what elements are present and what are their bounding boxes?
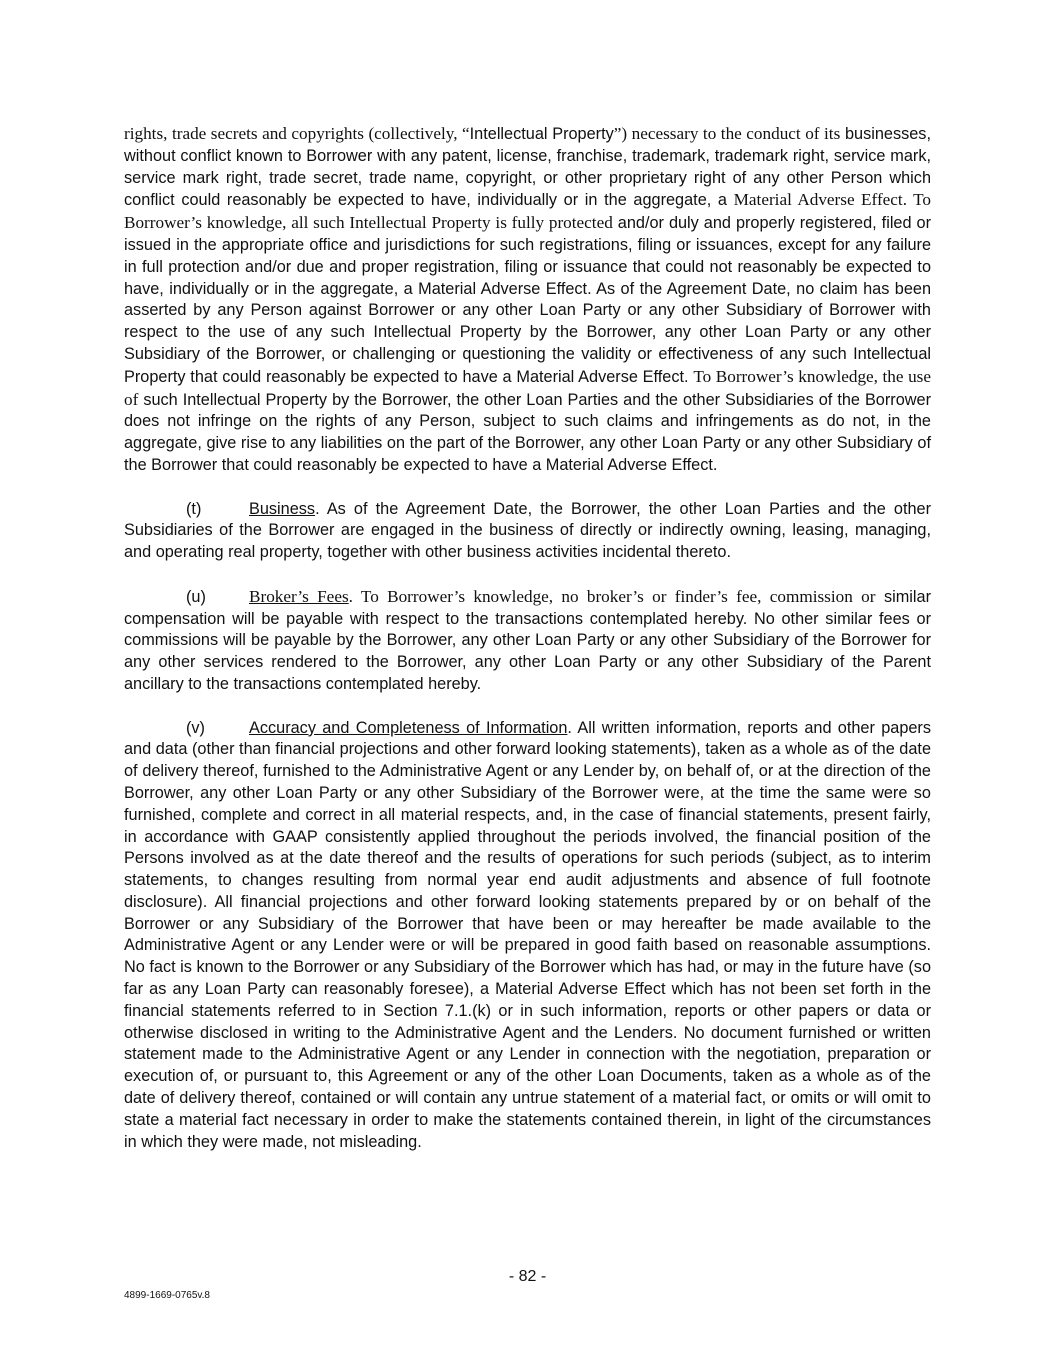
- document-id: 4899-1669-0765v.8: [124, 1290, 210, 1301]
- section-t-business: [124, 499, 931, 564]
- section-body-t: . As of the Agreement Date, the Borrower, the other Loan Parties and the other Subsidiaries of the Borrower are engaged in the business of directly or indirectly owning, leasing, managing, and operating real property, together with other business activities incidental thereto.: [124, 499, 931, 562]
- continuation-text-6: To Borrower’s knowledge, the use of: [124, 366, 931, 409]
- continuation-text-5: and/or duly and properly registered, filed or issued in the appropriate office and jurisdictions for such registrations, filing or issuances, except for any failure in full protection and/or due and proper registration, filing or issuance that could not reasonably be expected to have, individually or in the aggregate, a Material Adverse Effect. As of the Agreement Date, no claim has been asserted by any Person against Borrower or any other Loan Party or any other Subsidiary of Borrower with respect to the use of any such Intellectual Property by the Borrower, any other Loan Party or any other Subsidiary of the Borrower, or challenging or questioning the validity or effectiveness of any such Intellectual Property that could reasonably be expected to have a Material Adverse Effect.: [124, 214, 932, 386]
- continuation-text-3: businesses, without conflict known to Borrower with any patent, license, franchise, trademark, trademark right, service mark, service mark right, trade secret, trade name, copyright, or other proprietary right of any other Person which conflict could reasonably be expected to have, individually or in the aggregate, a: [124, 125, 931, 210]
- paragraph-intellectual-property-continued: [124, 123, 931, 477]
- section-heading-business: Business: [249, 499, 316, 518]
- continuation-text-4: Material Adverse Effect. To Borrower’s knowledge, all such Intellectual Property is fully protected: [124, 190, 931, 233]
- section-marker-t: (t): [186, 499, 202, 518]
- continuation-text-7: such Intellectual Property by the Borrower, the other Loan Parties and the other Subsidiaries of the Borrower does not infringe on the rights of any Person, subject to such claims and infringements as do not, in the aggregate, give rise to any liabilities on the part of the Borrower, any other Loan Party or any other Subsidiary of the Borrower that could reasonably be expected to have a Material Adverse Effect.: [124, 390, 931, 474]
- section-v-accuracy: [124, 718, 931, 1154]
- section-u-brokers-fees: [124, 586, 931, 696]
- continuation-text-1: rights, trade secrets and copyrights (collectively, “: [124, 124, 470, 143]
- section-heading-accuracy: Accuracy and Completeness of Information: [249, 718, 568, 737]
- section-body-u-serif: . To Borrower’s knowledge, no broker’s or finder’s fee, commission or: [348, 586, 876, 606]
- defined-term-intellectual-property: Intellectual Property: [469, 125, 614, 143]
- section-heading-brokers-fees: Broker’s Fees: [249, 586, 349, 606]
- section-body-u: similar compensation will be payable with respect to the transactions contemplated hereby. No other similar fees or commissions will be payable by the Borrower, any other Loan Party or any other Subsidiary of the Borrower for any other services rendered to the Borrower, any other Loan Party or any other Subsidiary of the Parent ancillary to the transactions contemplated hereby.: [124, 587, 931, 693]
- section-marker-u: (u): [186, 587, 206, 606]
- document-body: [124, 123, 931, 1175]
- section-body-v: . All written information, reports and other papers and data (other than financial projections and other forward looking statements), taken as a whole as of the date of delivery thereof, furnished to the Administrative Agent or any Lender by, on behalf of, or at the direction of the Borrower, any other Loan Party or any other Subsidiary of the Borrower were, at the time the same were so furnished, complete and correct in all material respects, and, in the case of financial statements, present fairly, in accordance with GAAP consistently applied throughout the periods involved, the financial position of the Persons involved as at the date thereof and the results of operations for such periods (subject, as to interim statements, to changes resulting from normal year end audit adjustments and absence of full footnote disclosure). All financial projections and other forward looking statements prepared by or on behalf of the Borrower or any Subsidiary of the Borrower that have been or may hereafter be made available to the Administrative Agent or any Lender were or will be prepared in good faith based on reasonable assumptions. No fact is known to the Borrower or any Subsidiary of the Borrower which has had, or may in the future have (so far as any Loan Party can reasonably foresee), a Material Adverse Effect which has not been set forth in the financial statements referred to in Section 7.1.(k) or in such information, reports or other papers or data or otherwise disclosed in writing to the Administrative Agent and the Lenders. No document furnished or written statement made to the Administrative Agent or any Lender in connection with the negotiation, preparation or execution of, or pursuant to, this Agreement or any of the other Loan Documents, taken as a whole as of the date of delivery thereof, contained or will contain any untrue statement of a material fact, or omits or will omit to state a material fact necessary in order to make the statements contained therein, in light of the circumstances in which they were made, not misleading.: [124, 718, 931, 1151]
- section-marker-v: (v): [186, 718, 205, 737]
- continuation-text-2: ”) necessary to the conduct of its: [613, 124, 841, 143]
- page-number: - 82 -: [508, 1268, 547, 1285]
